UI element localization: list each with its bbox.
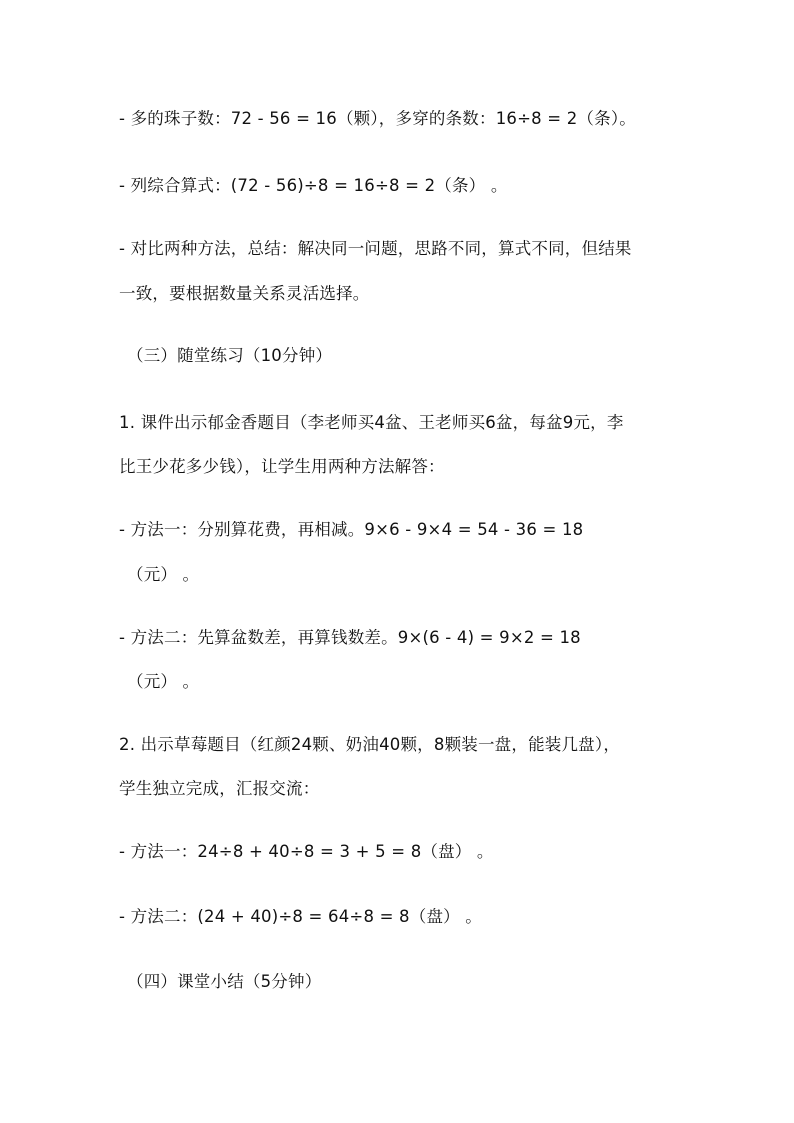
text-line-compare-methods-cont: 一致，要根据数量关系灵活选择。: [119, 284, 370, 303]
text-line-compare-methods: - 对比两种方法，总结：解决同一问题，思路不同，算式不同，但结果: [119, 239, 632, 258]
text-line-tulip-problem: 1. 课件出示郁金香题目（李老师买4盆、王老师买6盆，每盆9元，李: [119, 413, 624, 432]
text-line-tulip-method-one: - 方法一：分别算花费，再相减。9×6 - 9×4 = 54 - 36 = 18: [119, 520, 584, 539]
text-line-combined-formula: - 列综合算式：(72 - 56)÷8 = 16÷8 = 2（条） 。: [119, 176, 508, 195]
text-line-tulip-method-two-unit: （元） 。: [127, 672, 200, 691]
text-line-strawberry-method-two: - 方法二：(24 + 40)÷8 = 64÷8 = 8（盘） 。: [119, 907, 482, 926]
text-line-strawberry-problem-cont: 学生独立完成，汇报交流：: [119, 779, 320, 798]
text-line-tulip-method-one-unit: （元） 。: [127, 565, 200, 584]
text-line-strawberry-method-one: - 方法一：24÷8 + 40÷8 = 3 + 5 = 8（盘） 。: [119, 842, 494, 861]
text-line-tulip-problem-cont: 比王少花多少钱），让学生用两种方法解答：: [119, 457, 445, 476]
section-heading-summary: （四）课堂小结（5分钟）: [127, 972, 322, 991]
section-heading-practice: （三）随堂练习（10分钟）: [127, 346, 333, 365]
text-line-strawberry-problem: 2. 出示草莓题目（红颜24颗、奶油40颗，8颗装一盘，能装几盘），: [119, 735, 621, 754]
text-line-tulip-method-two: - 方法二：先算盆数差，再算钱数差。9×(6 - 4) = 9×2 = 18: [119, 628, 581, 647]
text-line-bead-difference: - 多的珠子数：72 - 56 = 16（颗），多穿的条数：16÷8 = 2（条）。: [119, 109, 636, 128]
